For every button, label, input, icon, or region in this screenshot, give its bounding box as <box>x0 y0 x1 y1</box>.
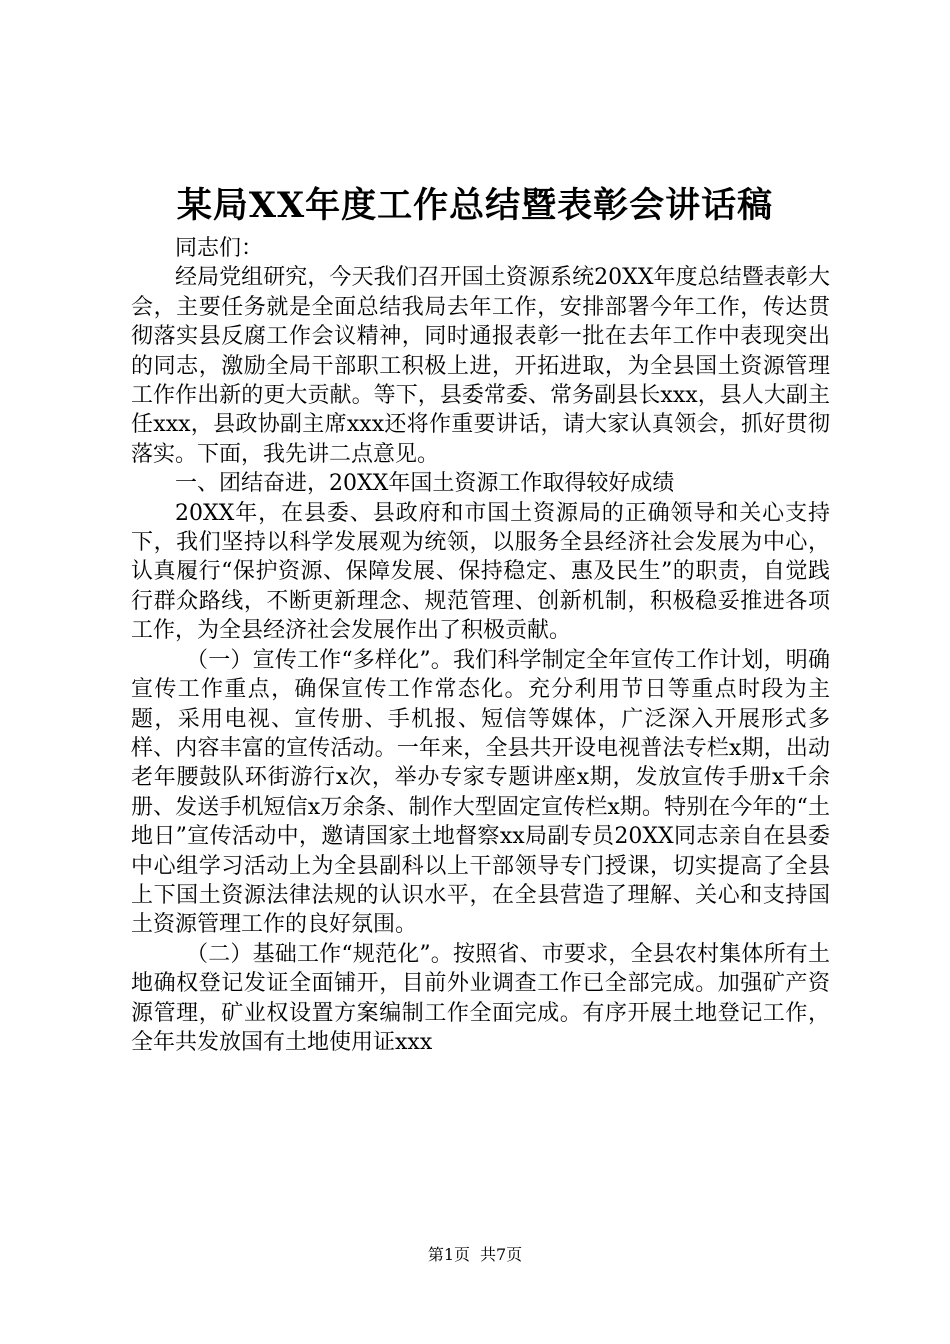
body-paragraph: 经局党组研究，今天我们召开国土资源系统20XX年度总结暨表彰大会，主要任务就是全面总结我局去年工作，安排部署今年工作，传达贯彻落实县反腐工作会议精神，同时通报表彰一批在去年工作中表现突出的同志，激励全局干部职工积极上进，开拓进取，为全县国土资源管理工作作出新的更大贡献。等下，县委常委、常务副县长xxx，县人大副主任xxx，县政协副主席xxx还将作重要讲话，请大家认真领会，抓好贯彻落实。下面，我先讲二点意见。 <box>131 265 830 467</box>
page-footer <box>0 1245 950 1265</box>
greeting-paragraph: 同志们： <box>175 236 264 261</box>
section-heading: 一、团结奋进，20XX年国土资源工作取得较好成绩 <box>175 471 675 497</box>
subsection-paragraph: （二）基础工作“规范化”。按照省、市要求，全县农村集体所有土地确权登记发证全面铺开，目前外业调查工作已全部完成。加强矿产资源管理，矿业权设置方案编制工作全面完成。有序开展土地登记工作，全年共发放国有土地使用证xxx <box>131 941 830 1055</box>
document-title: 某局XX年度工作总结暨表彰会讲话稿 <box>176 185 774 226</box>
page-number: 第1页 <box>427 1245 470 1264</box>
document-body <box>131 234 830 1057</box>
body-paragraph: 20XX年，在县委、县政府和市国土资源局的正确领导和关心支持下，我们坚持以科学发展观为统领，以服务全县经济社会发展为中心，认真履行“保护资源、保障发展、保持稳定、惠及民生”的职责，自觉践行群众路线，不断更新理念、规范管理、创新机制，积极稳妥推进各项工作，为全县经济社会发展作出了积极贡献。 <box>131 500 830 644</box>
subsection-paragraph: （一）宣传工作“多样化”。我们科学制定全年宣传工作计划，明确宣传工作重点，确保宣传工作常态化。充分利用节日等重点时段为主题，采用电视、宣传册、手机报、短信等媒体，广泛深入开展形式多样、内容丰富的宣传活动。一年来，全县共开设电视普法专栏x期，出动老年腰鼓队环街游行x次，举办专家专题讲座x期，发放宣传手册x千余册、发送手机短信x万余条、制作大型固定宣传栏x期。特别在今年的“土地日”宣传活动中，邀请国家土地督察xx局副专员20XX同志亲自在县委中心组学习活动上为全县副科以上干部领导专门授课，切实提高了全县上下国土资源法律法规的认识水平，在全县营造了理解、关心和支持国土资源管理工作的良好氛围。 <box>131 647 830 938</box>
page-total: 共7页 <box>480 1245 523 1264</box>
